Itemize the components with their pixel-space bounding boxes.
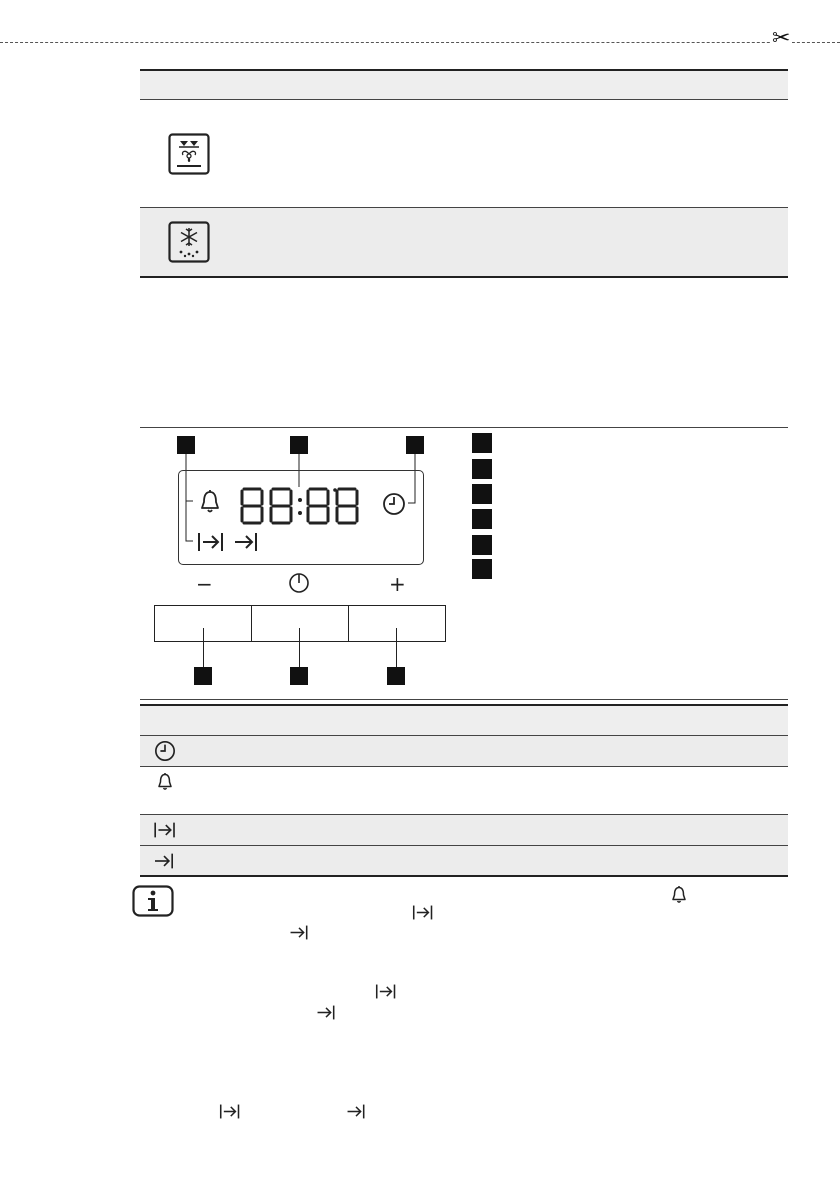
legend-box-6 — [472, 559, 492, 579]
function-table-header-top — [140, 704, 788, 706]
legend-box-3 — [472, 484, 492, 504]
duration-icon — [197, 531, 225, 553]
function-row-rule-1 — [140, 766, 788, 767]
plus-symbol: + — [389, 572, 406, 596]
duration-icon — [153, 821, 177, 839]
callout-box-power — [290, 667, 308, 685]
bell-icon — [156, 771, 174, 793]
legend-box-2 — [472, 459, 492, 479]
scissors-icon: ✂ — [772, 26, 791, 51]
end-time-icon — [289, 924, 309, 946]
end-time-icon — [233, 531, 259, 553]
power-button[interactable] — [251, 605, 349, 642]
legend-box-5 — [472, 535, 492, 555]
end-time-icon — [153, 852, 175, 870]
duration-icon — [219, 1103, 241, 1125]
plus-button[interactable] — [348, 605, 446, 642]
info-icon — [132, 885, 174, 922]
leader-minus — [203, 628, 204, 668]
duration-icon — [375, 983, 397, 1005]
end-time-icon — [346, 1103, 366, 1125]
bell-icon — [198, 489, 222, 515]
minus-symbol: − — [196, 572, 213, 596]
function-row-end — [140, 846, 788, 875]
function-table-top-rule — [140, 699, 788, 700]
bell-icon — [670, 885, 688, 910]
callout-box-minus — [194, 667, 212, 685]
power-icon — [288, 572, 310, 599]
function-row-clock — [140, 736, 788, 766]
duration-icon — [412, 904, 434, 926]
end-time-icon — [316, 1004, 336, 1026]
legend-box-4 — [472, 509, 492, 529]
clock-icon — [382, 492, 406, 516]
callout-box-plus — [387, 667, 405, 685]
function-table-bottom-rule — [140, 875, 788, 877]
seven-segment-display — [238, 486, 364, 526]
legend-box-1 — [472, 433, 492, 453]
function-row-duration — [140, 815, 788, 845]
function-table-header — [140, 705, 788, 735]
clock-icon — [154, 740, 176, 762]
leader-power — [299, 628, 300, 668]
leader-plus — [396, 628, 397, 668]
